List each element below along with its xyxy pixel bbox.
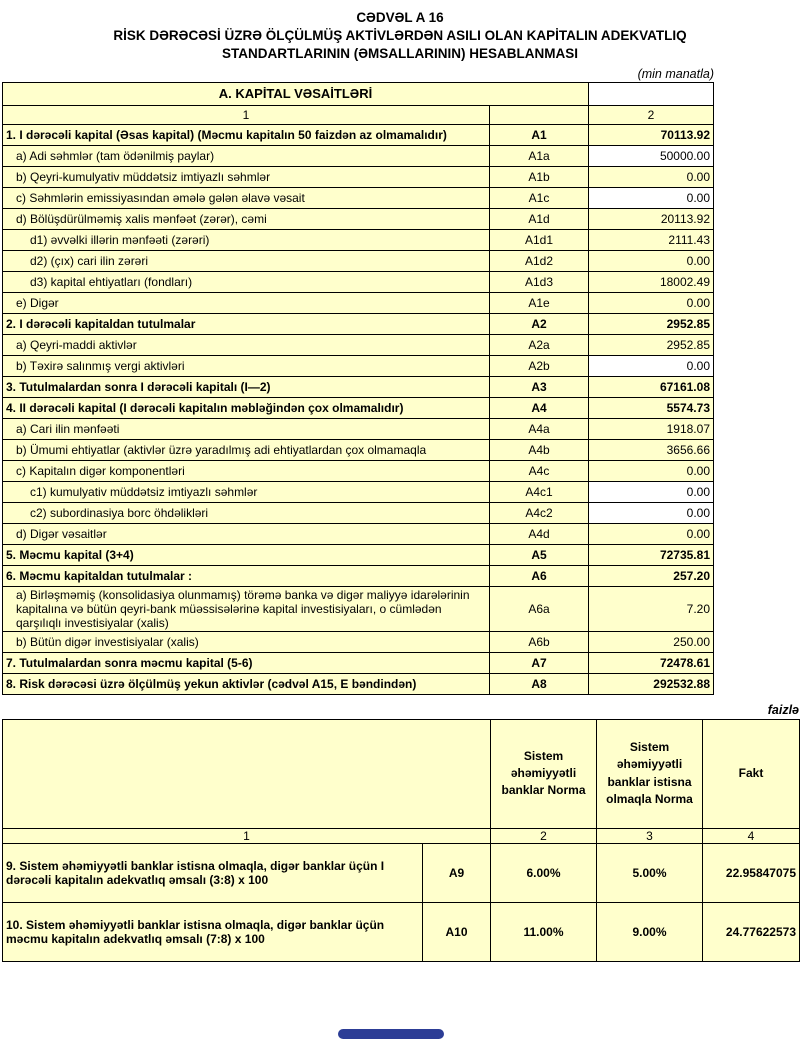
row-code-A1d1: A1d1 xyxy=(490,229,589,250)
ratio-label-A10: 10. Sistem əhəmiyyətli banklar istisna olmaqla, digər banklar üçün məcmu kapitalın adekvatlıq əmsalı (7:8) x 100 xyxy=(3,902,423,961)
row-label-A4c: c) Kapitalın digər komponentləri xyxy=(3,460,490,481)
ratio-header-norma-sistem: Sistem əhəmiyyətli banklar Norma xyxy=(491,719,597,828)
ratio-column-number-row xyxy=(3,828,800,843)
row-value-A2: 2952.85 xyxy=(589,313,714,334)
row-label-A4: 4. II dərəcəli kapital (I dərəcəli kapitalın məbləğindən çox olmamalıdır) xyxy=(3,397,490,418)
capital-col-number-empty xyxy=(490,105,589,124)
ratio-label-A9: 9. Sistem əhəmiyyətli banklar istisna olmaqla, digər banklar üçün I dərəcəli kapitalın adekvatlıq əmsalı (3:8) x 100 xyxy=(3,843,423,902)
capital-row-A1d3 xyxy=(3,271,714,292)
capital-row-A4c xyxy=(3,460,714,481)
row-value-A1d: 20113.92 xyxy=(589,208,714,229)
capital-column-number-row xyxy=(3,105,714,124)
horizontal-scrollbar-thumb[interactable] xyxy=(338,1029,444,1039)
row-code-A2: A2 xyxy=(490,313,589,334)
ratio-col-number-2: 2 xyxy=(491,828,597,843)
ratio-norma-istisna-A10: 9.00% xyxy=(597,902,703,961)
ratio-header-empty-cell xyxy=(3,719,491,828)
row-value-A3: 67161.08 xyxy=(589,376,714,397)
capital-table-title: A. KAPİTAL VƏSAİTLƏRİ xyxy=(3,82,589,105)
row-code-A1b: A1b xyxy=(490,166,589,187)
ratio-col-number-1: 1 xyxy=(3,828,491,843)
capital-row-A1d1 xyxy=(3,229,714,250)
capital-row-A2b xyxy=(3,355,714,376)
capital-row-A1c xyxy=(3,187,714,208)
capital-table-body xyxy=(3,124,714,694)
row-value-A4: 5574.73 xyxy=(589,397,714,418)
row-code-A6: A6 xyxy=(490,565,589,586)
row-value-A6: 257.20 xyxy=(589,565,714,586)
row-value-A1a[interactable]: 50000.00 xyxy=(589,145,714,166)
row-code-A5: A5 xyxy=(490,544,589,565)
row-code-A1a: A1a xyxy=(490,145,589,166)
row-label-A2b: b) Təxirə salınmış vergi aktivləri xyxy=(3,355,490,376)
row-code-A1c: A1c xyxy=(490,187,589,208)
row-value-A7: 72478.61 xyxy=(589,652,714,673)
capital-row-A2 xyxy=(3,313,714,334)
row-label-A1e: e) Digər xyxy=(3,292,490,313)
row-label-A1b: b) Qeyri-kumulyativ müddətsiz imtiyazlı səhmlər xyxy=(3,166,490,187)
capital-row-A1e xyxy=(3,292,714,313)
capital-row-A1d xyxy=(3,208,714,229)
row-value-A1b: 0.00 xyxy=(589,166,714,187)
capital-row-A4c1 xyxy=(3,481,714,502)
row-value-A6b: 250.00 xyxy=(589,631,714,652)
row-label-A1d2: d2) (çıx) cari ilin zərəri xyxy=(3,250,490,271)
row-code-A1d: A1d xyxy=(490,208,589,229)
capital-col-number-1: 1 xyxy=(3,105,490,124)
row-label-A4d: d) Digər vəsaitlər xyxy=(3,523,490,544)
row-value-A6a: 7.20 xyxy=(589,586,714,631)
capital-row-A3 xyxy=(3,376,714,397)
row-code-A3: A3 xyxy=(490,376,589,397)
row-code-A4d: A4d xyxy=(490,523,589,544)
row-value-A4a: 1918.07 xyxy=(589,418,714,439)
row-value-A2b[interactable]: 0.00 xyxy=(589,355,714,376)
row-value-A1e: 0.00 xyxy=(589,292,714,313)
row-label-A6a: a) Birləşməmiş (konsolidasiya olunmamış) törəmə banka və digər maliyyə idarələrinin kapitalına və bütün qeyri-bank müəssisələrinə kapital investisiyaları, o cümlədən qarşılıqlı investisiyalar (xalis) xyxy=(3,586,490,631)
row-value-A8: 292532.88 xyxy=(589,673,714,694)
row-value-A1d1: 2111.43 xyxy=(589,229,714,250)
ratio-header-fakt: Fakt xyxy=(703,719,800,828)
row-value-A4d: 0.00 xyxy=(589,523,714,544)
capital-row-A8 xyxy=(3,673,714,694)
capital-row-A1d2 xyxy=(3,250,714,271)
row-code-A6b: A6b xyxy=(490,631,589,652)
row-code-A4c: A4c xyxy=(490,460,589,481)
row-label-A8: 8. Risk dərəcəsi üzrə ölçülmüş yekun aktivlər (cədvəl A15, E bəndindən) xyxy=(3,673,490,694)
row-code-A4a: A4a xyxy=(490,418,589,439)
row-code-A1e: A1e xyxy=(490,292,589,313)
row-code-A7: A7 xyxy=(490,652,589,673)
row-value-A4c: 0.00 xyxy=(589,460,714,481)
ratio-col-number-4: 4 xyxy=(703,828,800,843)
row-code-A1d3: A1d3 xyxy=(490,271,589,292)
title-line-1: CƏDVƏL A 16 xyxy=(356,10,444,25)
row-value-A1d2: 0.00 xyxy=(589,250,714,271)
capital-row-A7 xyxy=(3,652,714,673)
ratio-col-number-3: 3 xyxy=(597,828,703,843)
row-value-A4b: 3656.66 xyxy=(589,439,714,460)
capital-table-header-row xyxy=(3,82,714,105)
row-label-A2a: a) Qeyri-maddi aktivlər xyxy=(3,334,490,355)
row-label-A1d1: d1) əvvəlki illərin mənfəəti (zərəri) xyxy=(3,229,490,250)
row-value-A4c2[interactable]: 0.00 xyxy=(589,502,714,523)
ratio-header-norma-istisna: Sistem əhəmiyyətli banklar istisna olmaqla Norma xyxy=(597,719,703,828)
row-label-A4c1: c1) kumulyativ müddətsiz imtiyazlı səhmlər xyxy=(3,481,490,502)
row-code-A4: A4 xyxy=(490,397,589,418)
row-code-A2b: A2b xyxy=(490,355,589,376)
ratio-row-A9 xyxy=(3,843,800,902)
row-label-A2: 2. I dərəcəli kapitaldan tutulmalar xyxy=(3,313,490,334)
capital-row-A6a xyxy=(3,586,714,631)
capital-row-A4c2 xyxy=(3,502,714,523)
percent-note: faizlə xyxy=(767,702,799,717)
ratio-code-A10: A10 xyxy=(423,902,491,961)
unit-note: (min manatla) xyxy=(637,66,714,81)
capital-row-A6 xyxy=(3,565,714,586)
row-label-A4c2: c2) subordinasiya borc öhdəlikləri xyxy=(3,502,490,523)
capital-table xyxy=(2,82,714,695)
row-label-A4b: b) Ümumi ehtiyatlar (aktivlər üzrə yaradılmış adi ehtiyatlardan çox olmamaqla xyxy=(3,439,490,460)
capital-row-A6b xyxy=(3,631,714,652)
ratio-norma-istisna-A9: 5.00% xyxy=(597,843,703,902)
capital-row-A1 xyxy=(3,124,714,145)
ratio-table xyxy=(2,719,800,962)
row-code-A4c1: A4c1 xyxy=(490,481,589,502)
ratio-row-A10 xyxy=(3,902,800,961)
capital-row-A1a xyxy=(3,145,714,166)
row-label-A6: 6. Məcmu kapitaldan tutulmalar : xyxy=(3,565,490,586)
capital-row-A4 xyxy=(3,397,714,418)
row-code-A8: A8 xyxy=(490,673,589,694)
capital-col-number-2: 2 xyxy=(589,105,714,124)
ratio-fakt-A10: 24.77622573 xyxy=(703,902,800,961)
row-label-A5: 5. Məcmu kapital (3+4) xyxy=(3,544,490,565)
title-line-2: RİSK DƏRƏCƏSİ ÜZRƏ ÖLÇÜLMÜŞ AKTİVLƏRDƏN ASILI OLAN KAPİTALIN ADEKVATLIQ xyxy=(113,28,687,44)
row-label-A1a: a) Adi səhmlər (tam ödənilmiş paylar) xyxy=(3,145,490,166)
capital-row-A4d xyxy=(3,523,714,544)
row-value-A5: 72735.81 xyxy=(589,544,714,565)
ratio-table-body xyxy=(3,843,800,961)
row-label-A1d: d) Bölüşdürülməmiş xalis mənfəət (zərər), cəmi xyxy=(3,208,490,229)
ratio-code-A9: A9 xyxy=(423,843,491,902)
row-code-A6a: A6a xyxy=(490,586,589,631)
row-value-A4c1[interactable]: 0.00 xyxy=(589,481,714,502)
row-value-A1c[interactable]: 0.00 xyxy=(589,187,714,208)
ratio-norma-sistem-A9: 6.00% xyxy=(491,843,597,902)
row-value-A1d3: 18002.49 xyxy=(589,271,714,292)
ratio-fakt-A9: 22.95847075 xyxy=(703,843,800,902)
row-value-A1: 70113.92 xyxy=(589,124,714,145)
row-label-A4a: a) Cari ilin mənfəəti xyxy=(3,418,490,439)
capital-row-A5 xyxy=(3,544,714,565)
document-title xyxy=(0,0,800,64)
row-label-A6b: b) Bütün digər investisiyalar (xalis) xyxy=(3,631,490,652)
capital-row-A4a xyxy=(3,418,714,439)
row-label-A1d3: d3) kapital ehtiyatları (fondları) xyxy=(3,271,490,292)
ratio-norma-sistem-A10: 11.00% xyxy=(491,902,597,961)
row-label-A3: 3. Tutulmalardan sonra I dərəcəli kapitalı (I—2) xyxy=(3,376,490,397)
row-code-A4b: A4b xyxy=(490,439,589,460)
row-code-A4c2: A4c2 xyxy=(490,502,589,523)
row-label-A7: 7. Tutulmalardan sonra məcmu kapital (5-6) xyxy=(3,652,490,673)
capital-table-title-empty-cell xyxy=(589,82,714,105)
title-line-3: STANDARTLARININ (ƏMSALLARININ) HESABLANMASI xyxy=(221,46,579,62)
capital-row-A2a xyxy=(3,334,714,355)
row-label-A1c: c) Səhmlərin emissiyasından əmələ gələn əlavə vəsait xyxy=(3,187,490,208)
capital-row-A4b xyxy=(3,439,714,460)
row-label-A1: 1. I dərəcəli kapital (Əsas kapital) (Məcmu kapitalın 50 faizdən az olmamalıdır) xyxy=(3,124,490,145)
capital-row-A1b xyxy=(3,166,714,187)
ratio-table-header-row xyxy=(3,719,800,828)
row-code-A2a: A2a xyxy=(490,334,589,355)
row-value-A2a: 2952.85 xyxy=(589,334,714,355)
row-code-A1d2: A1d2 xyxy=(490,250,589,271)
row-code-A1: A1 xyxy=(490,124,589,145)
